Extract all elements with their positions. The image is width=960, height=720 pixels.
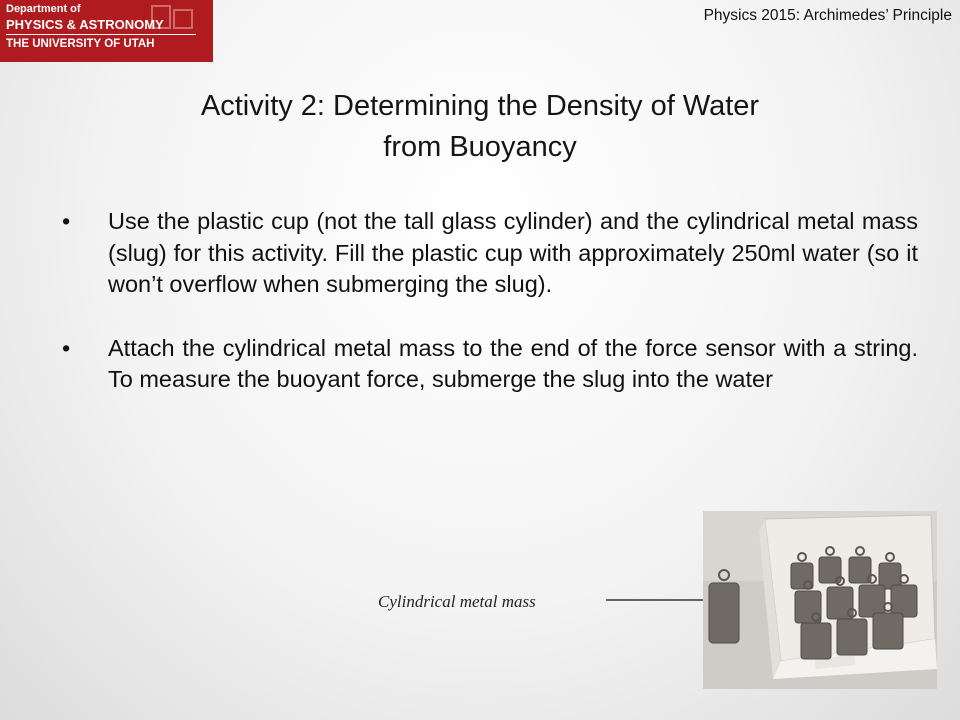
course-header: Physics 2015: Archimedes’ Principle bbox=[703, 7, 952, 24]
bullet-list bbox=[58, 206, 918, 396]
metal-mass-photo bbox=[703, 511, 937, 689]
slide-title-line-1: Activity 2: Determining the Density of Water bbox=[200, 90, 760, 122]
slide-title bbox=[60, 86, 900, 168]
bullet-text: Use the plastic cup (not the tall glass cylinder) and the cylindrical metal mass (slug) for this activity. Fill the plastic cup with approximately 250ml water (so it won’t overflow when submerging the slug). bbox=[108, 208, 918, 297]
university-logo bbox=[0, 0, 213, 62]
logo-physics-text: PHYSICS & ASTRONOMY bbox=[6, 17, 164, 32]
bullet-dot: • bbox=[62, 334, 71, 361]
bullet-text: Attach the cylindrical metal mass to the end of the force sensor with a string. To measure the buoyant force, submerge the slug into the water bbox=[108, 334, 918, 392]
bullet-item bbox=[58, 333, 918, 396]
bullet-dot: • bbox=[62, 208, 71, 234]
bullet-item bbox=[58, 206, 918, 301]
photo-caption: Cylindrical metal mass bbox=[378, 592, 536, 611]
logo-university-text: THE UNIVERSITY OF UTAH bbox=[6, 38, 155, 50]
logo-department-text: Department of bbox=[6, 3, 81, 15]
logo-divider bbox=[6, 34, 196, 35]
slide-title-line-2: from Buoyancy bbox=[383, 131, 577, 163]
